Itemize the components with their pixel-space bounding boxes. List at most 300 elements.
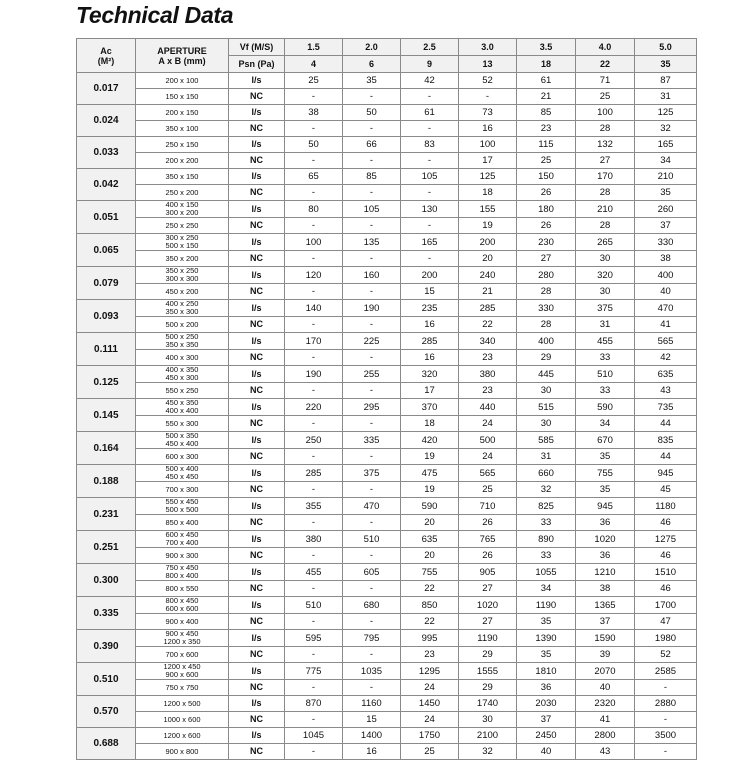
header-pressure: 9 [401, 56, 459, 73]
nc-value: 28 [517, 317, 576, 333]
flow-value: 100 [576, 105, 635, 121]
flow-value: 340 [459, 333, 517, 350]
table-row [77, 531, 697, 548]
flow-value: 240 [459, 267, 517, 284]
aperture-size: 700 x 300 [165, 484, 199, 494]
aperture-size: 500 x 400 [165, 464, 199, 473]
nc-value: 24 [401, 680, 459, 696]
nc-value: - [343, 251, 401, 267]
nc-value: - [343, 350, 401, 366]
flow-value: 200 [459, 234, 517, 251]
aperture-size: 250 x 200 [165, 187, 199, 197]
nc-value: 23 [517, 121, 576, 137]
flow-value: 455 [285, 564, 343, 581]
header-velocity: 1.5 [285, 39, 343, 56]
aperture-cell [136, 251, 229, 267]
nc-value: 34 [517, 581, 576, 597]
aperture-cell [136, 663, 229, 680]
flow-value: 1365 [576, 597, 635, 614]
flow-value: 200 [401, 267, 459, 284]
flow-value: 400 [635, 267, 697, 284]
flow-value: 280 [517, 267, 576, 284]
flow-value: 660 [517, 465, 576, 482]
flow-value: 50 [343, 105, 401, 121]
aperture-size: 1200 x 600 [163, 730, 201, 740]
nc-value: 34 [635, 153, 697, 169]
aperture-size: 600 x 300 [165, 451, 199, 461]
nc-value: - [285, 449, 343, 465]
nc-value: 27 [576, 153, 635, 169]
nc-value: - [343, 581, 401, 597]
aperture-size: 550 x 250 [165, 385, 199, 395]
nc-value: 22 [401, 614, 459, 630]
aperture-cell [136, 300, 229, 317]
nc-value: 35 [576, 482, 635, 498]
nc-value: 41 [635, 317, 697, 333]
nc-value: 40 [517, 744, 576, 760]
aperture-size: 350 x 300 [165, 307, 199, 316]
unit-nc: NC [229, 121, 285, 137]
unit-ls: l/s [229, 234, 285, 251]
aperture-cell [136, 548, 229, 564]
header-velocity: 2.5 [401, 39, 459, 56]
aperture-cell [136, 515, 229, 531]
header-pressure: 18 [517, 56, 576, 73]
aperture-size: 350 x 100 [165, 123, 199, 133]
flow-value: 765 [459, 531, 517, 548]
nc-value: 25 [401, 744, 459, 760]
technical-data-table [76, 38, 697, 760]
flow-value: 755 [401, 564, 459, 581]
nc-value: - [343, 284, 401, 300]
flow-value: 100 [459, 137, 517, 153]
flow-value: 375 [343, 465, 401, 482]
flow-value: 38 [285, 105, 343, 121]
header-ac-unit: (M²) [97, 55, 115, 66]
nc-value: 24 [401, 712, 459, 728]
flow-value: 1450 [401, 696, 459, 712]
flow-value: 440 [459, 399, 517, 416]
nc-value: 30 [576, 284, 635, 300]
table-row [77, 728, 697, 744]
nc-value: 17 [459, 153, 517, 169]
header-velocity: 3.5 [517, 39, 576, 56]
aperture-cell [136, 630, 229, 647]
flow-value: 2320 [576, 696, 635, 712]
flow-value: 420 [401, 432, 459, 449]
flow-value: 65 [285, 169, 343, 185]
flow-value: 250 [285, 432, 343, 449]
flow-value: 180 [517, 201, 576, 218]
flow-value: 61 [401, 105, 459, 121]
nc-value: 46 [635, 581, 697, 597]
nc-value: - [343, 317, 401, 333]
nc-value: 24 [459, 416, 517, 432]
unit-ls: l/s [229, 432, 285, 449]
nc-value: 32 [517, 482, 576, 498]
nc-value: - [635, 744, 697, 760]
table-row [77, 383, 697, 399]
unit-nc: NC [229, 614, 285, 630]
flow-value: 670 [576, 432, 635, 449]
flow-value: 590 [401, 498, 459, 515]
flow-value: 635 [635, 366, 697, 383]
unit-ls: l/s [229, 696, 285, 712]
nc-value: 23 [459, 383, 517, 399]
aperture-cell [136, 696, 229, 712]
table-row [77, 153, 697, 169]
nc-value: 42 [635, 350, 697, 366]
nc-value: 16 [401, 317, 459, 333]
table-row [77, 663, 697, 680]
table-row [77, 712, 697, 728]
flow-value: 1510 [635, 564, 697, 581]
flow-value: 735 [635, 399, 697, 416]
nc-value: 32 [635, 121, 697, 137]
nc-value: 21 [517, 89, 576, 105]
table-row [77, 614, 697, 630]
flow-value: 585 [517, 432, 576, 449]
nc-value: 33 [576, 383, 635, 399]
aperture-cell [136, 581, 229, 597]
header-pressure: 22 [576, 56, 635, 73]
aperture-size: 400 x 300 [165, 352, 199, 362]
nc-value: 26 [517, 218, 576, 234]
nc-value: 35 [635, 185, 697, 201]
nc-value: 32 [459, 744, 517, 760]
nc-value: - [285, 744, 343, 760]
nc-value: 44 [635, 416, 697, 432]
flow-value: 83 [401, 137, 459, 153]
nc-value: - [343, 680, 401, 696]
flow-value: 255 [343, 366, 401, 383]
flow-value: 2450 [517, 728, 576, 744]
aperture-size: 900 x 300 [165, 550, 199, 560]
table-row [77, 515, 697, 531]
header-pressure: 13 [459, 56, 517, 73]
aperture-cell [136, 564, 229, 581]
nc-value: - [285, 383, 343, 399]
table-row [77, 251, 697, 267]
table-row [77, 564, 697, 581]
unit-nc: NC [229, 89, 285, 105]
flow-value: 2030 [517, 696, 576, 712]
aperture-cell [136, 465, 229, 482]
table-row [77, 137, 697, 153]
aperture-size: 400 x 250 [165, 299, 199, 308]
flow-value: 795 [343, 630, 401, 647]
flow-value: 260 [635, 201, 697, 218]
nc-value: - [285, 121, 343, 137]
flow-value: 635 [401, 531, 459, 548]
flow-value: 320 [401, 366, 459, 383]
nc-value: 16 [401, 350, 459, 366]
flow-value: 710 [459, 498, 517, 515]
nc-value: 40 [635, 284, 697, 300]
nc-value: - [635, 680, 697, 696]
ac-cell: 0.065 [77, 234, 136, 267]
unit-ls: l/s [229, 169, 285, 185]
flow-value: 190 [343, 300, 401, 317]
header-velocity: 4.0 [576, 39, 635, 56]
flow-value: 835 [635, 432, 697, 449]
unit-ls: l/s [229, 201, 285, 218]
aperture-size: 450 x 350 [165, 398, 199, 407]
flow-value: 132 [576, 137, 635, 153]
aperture-size: 800 x 550 [165, 583, 199, 593]
aperture-cell [136, 153, 229, 169]
aperture-cell [136, 728, 229, 744]
aperture-size: 250 x 250 [165, 220, 199, 230]
aperture-size: 450 x 300 [165, 373, 199, 382]
aperture-cell [136, 531, 229, 548]
aperture-size: 350 x 350 [165, 340, 199, 349]
flow-value: 235 [401, 300, 459, 317]
nc-value: 22 [459, 317, 517, 333]
table-row [77, 300, 697, 317]
aperture-size: 550 x 450 [165, 497, 199, 506]
nc-value: 38 [635, 251, 697, 267]
flow-value: 510 [343, 531, 401, 548]
table-row [77, 121, 697, 137]
flow-value: 870 [285, 696, 343, 712]
flow-value: 565 [635, 333, 697, 350]
table-row [77, 416, 697, 432]
nc-value: 18 [459, 185, 517, 201]
header-pressure: 35 [635, 56, 697, 73]
aperture-size: 400 x 150 [165, 200, 199, 209]
nc-value: 46 [635, 548, 697, 564]
aperture-size: 1000 x 600 [163, 714, 201, 724]
ac-cell: 0.335 [77, 597, 136, 630]
nc-value: 30 [576, 251, 635, 267]
nc-value: 36 [517, 680, 576, 696]
table-row [77, 744, 697, 760]
flow-value: 2070 [576, 663, 635, 680]
nc-value: 43 [635, 383, 697, 399]
header-pressure: 4 [285, 56, 343, 73]
nc-value: - [401, 218, 459, 234]
aperture-cell [136, 350, 229, 366]
aperture-cell [136, 121, 229, 137]
table-row [77, 185, 697, 201]
aperture-size: 350 x 250 [165, 266, 199, 275]
flow-value: 825 [517, 498, 576, 515]
aperture-size: 350 x 150 [165, 171, 199, 181]
unit-nc: NC [229, 515, 285, 531]
aperture-size: 800 x 400 [165, 571, 199, 580]
nc-value: - [343, 185, 401, 201]
nc-value: 33 [517, 548, 576, 564]
flow-value: 125 [635, 105, 697, 121]
flow-value: 42 [401, 73, 459, 89]
flow-value: 52 [459, 73, 517, 89]
aperture-size: 1200 x 350 [163, 637, 201, 646]
nc-value: 15 [343, 712, 401, 728]
unit-nc: NC [229, 680, 285, 696]
flow-value: 905 [459, 564, 517, 581]
flow-value: 265 [576, 234, 635, 251]
ac-cell: 0.188 [77, 465, 136, 498]
ac-cell: 0.164 [77, 432, 136, 465]
flow-value: 165 [635, 137, 697, 153]
nc-value: - [285, 89, 343, 105]
table-row [77, 432, 697, 449]
aperture-size: 700 x 600 [165, 649, 199, 659]
table-row [77, 399, 697, 416]
flow-value: 590 [576, 399, 635, 416]
nc-value: 33 [517, 515, 576, 531]
header-velocity: 5.0 [635, 39, 697, 56]
nc-value: - [285, 350, 343, 366]
flow-value: 320 [576, 267, 635, 284]
flow-value: 3500 [635, 728, 697, 744]
table-row [77, 482, 697, 498]
nc-value: 29 [459, 647, 517, 663]
nc-value: 47 [635, 614, 697, 630]
aperture-cell [136, 267, 229, 284]
aperture-cell [136, 647, 229, 663]
aperture-size: 500 x 150 [165, 241, 199, 250]
aperture-size: 700 x 400 [165, 538, 199, 547]
aperture-cell [136, 366, 229, 383]
flow-value: 1750 [401, 728, 459, 744]
flow-value: 445 [517, 366, 576, 383]
ac-cell: 0.145 [77, 399, 136, 432]
nc-value: 16 [459, 121, 517, 137]
table-row [77, 465, 697, 482]
aperture-size: 500 x 350 [165, 431, 199, 440]
nc-value: - [343, 89, 401, 105]
nc-value: 31 [517, 449, 576, 465]
unit-nc: NC [229, 251, 285, 267]
flow-value: 71 [576, 73, 635, 89]
header-aperture-sub: A x B (mm) [158, 55, 206, 66]
flow-value: 1400 [343, 728, 401, 744]
nc-value: 46 [635, 515, 697, 531]
unit-ls: l/s [229, 399, 285, 416]
nc-value: 37 [517, 712, 576, 728]
aperture-size: 550 x 300 [165, 418, 199, 428]
header-velocity: 2.0 [343, 39, 401, 56]
aperture-size: 850 x 400 [165, 517, 199, 527]
aperture-cell [136, 169, 229, 185]
aperture-cell [136, 680, 229, 696]
flow-value: 85 [517, 105, 576, 121]
aperture-size: 450 x 400 [165, 439, 199, 448]
aperture-size: 800 x 450 [165, 596, 199, 605]
aperture-cell [136, 137, 229, 153]
nc-value: 35 [517, 647, 576, 663]
ac-cell: 0.051 [77, 201, 136, 234]
flow-value: 1055 [517, 564, 576, 581]
nc-value: - [285, 581, 343, 597]
aperture-size: 250 x 150 [165, 139, 199, 149]
aperture-size: 600 x 450 [165, 530, 199, 539]
nc-value: 29 [517, 350, 576, 366]
unit-nc: NC [229, 581, 285, 597]
aperture-cell [136, 498, 229, 515]
unit-nc: NC [229, 449, 285, 465]
flow-value: 890 [517, 531, 576, 548]
unit-ls: l/s [229, 597, 285, 614]
flow-value: 515 [517, 399, 576, 416]
table-row [77, 105, 697, 121]
nc-value: - [285, 251, 343, 267]
flow-value: 130 [401, 201, 459, 218]
aperture-cell [136, 416, 229, 432]
table-row [77, 73, 697, 89]
aperture-cell [136, 383, 229, 399]
nc-value: 23 [401, 647, 459, 663]
flow-value: 220 [285, 399, 343, 416]
aperture-cell [136, 201, 229, 218]
nc-value: - [285, 548, 343, 564]
nc-value: 52 [635, 647, 697, 663]
header-aperture [136, 39, 229, 73]
nc-value: 28 [517, 284, 576, 300]
flow-value: 755 [576, 465, 635, 482]
nc-value: 21 [459, 284, 517, 300]
header-ac-label: Ac [100, 45, 112, 56]
header-ac [77, 39, 136, 73]
flow-value: 1700 [635, 597, 697, 614]
flow-value: 565 [459, 465, 517, 482]
aperture-size: 900 x 600 [165, 670, 199, 679]
aperture-size: 750 x 750 [165, 682, 199, 692]
nc-value: - [285, 416, 343, 432]
nc-value: - [343, 482, 401, 498]
flow-value: 330 [517, 300, 576, 317]
header-aperture-label: APERTURE [157, 45, 207, 56]
ac-cell: 0.300 [77, 564, 136, 597]
nc-value: - [401, 251, 459, 267]
aperture-size: 500 x 250 [165, 332, 199, 341]
aperture-cell [136, 317, 229, 333]
flow-value: 1020 [576, 531, 635, 548]
nc-value: - [285, 614, 343, 630]
unit-ls: l/s [229, 73, 285, 89]
aperture-cell [136, 185, 229, 201]
aperture-size: 900 x 800 [165, 746, 199, 756]
aperture-cell [136, 73, 229, 89]
unit-ls: l/s [229, 564, 285, 581]
unit-ls: l/s [229, 137, 285, 153]
aperture-size: 350 x 200 [165, 253, 199, 263]
aperture-cell [136, 399, 229, 416]
nc-value: 30 [459, 712, 517, 728]
ac-cell: 0.079 [77, 267, 136, 300]
aperture-cell [136, 744, 229, 760]
flow-value: 105 [401, 169, 459, 185]
table-row [77, 696, 697, 712]
table-row [77, 317, 697, 333]
nc-value: - [285, 218, 343, 234]
nc-value: - [401, 121, 459, 137]
flow-value: 85 [343, 169, 401, 185]
flow-value: 73 [459, 105, 517, 121]
flow-value: 470 [343, 498, 401, 515]
aperture-size: 600 x 600 [165, 604, 199, 613]
flow-value: 170 [576, 169, 635, 185]
nc-value: - [343, 383, 401, 399]
unit-nc: NC [229, 284, 285, 300]
nc-value: 36 [576, 548, 635, 564]
nc-value: 37 [635, 218, 697, 234]
table-row [77, 284, 697, 300]
ac-cell: 0.125 [77, 366, 136, 399]
flow-value: 400 [517, 333, 576, 350]
